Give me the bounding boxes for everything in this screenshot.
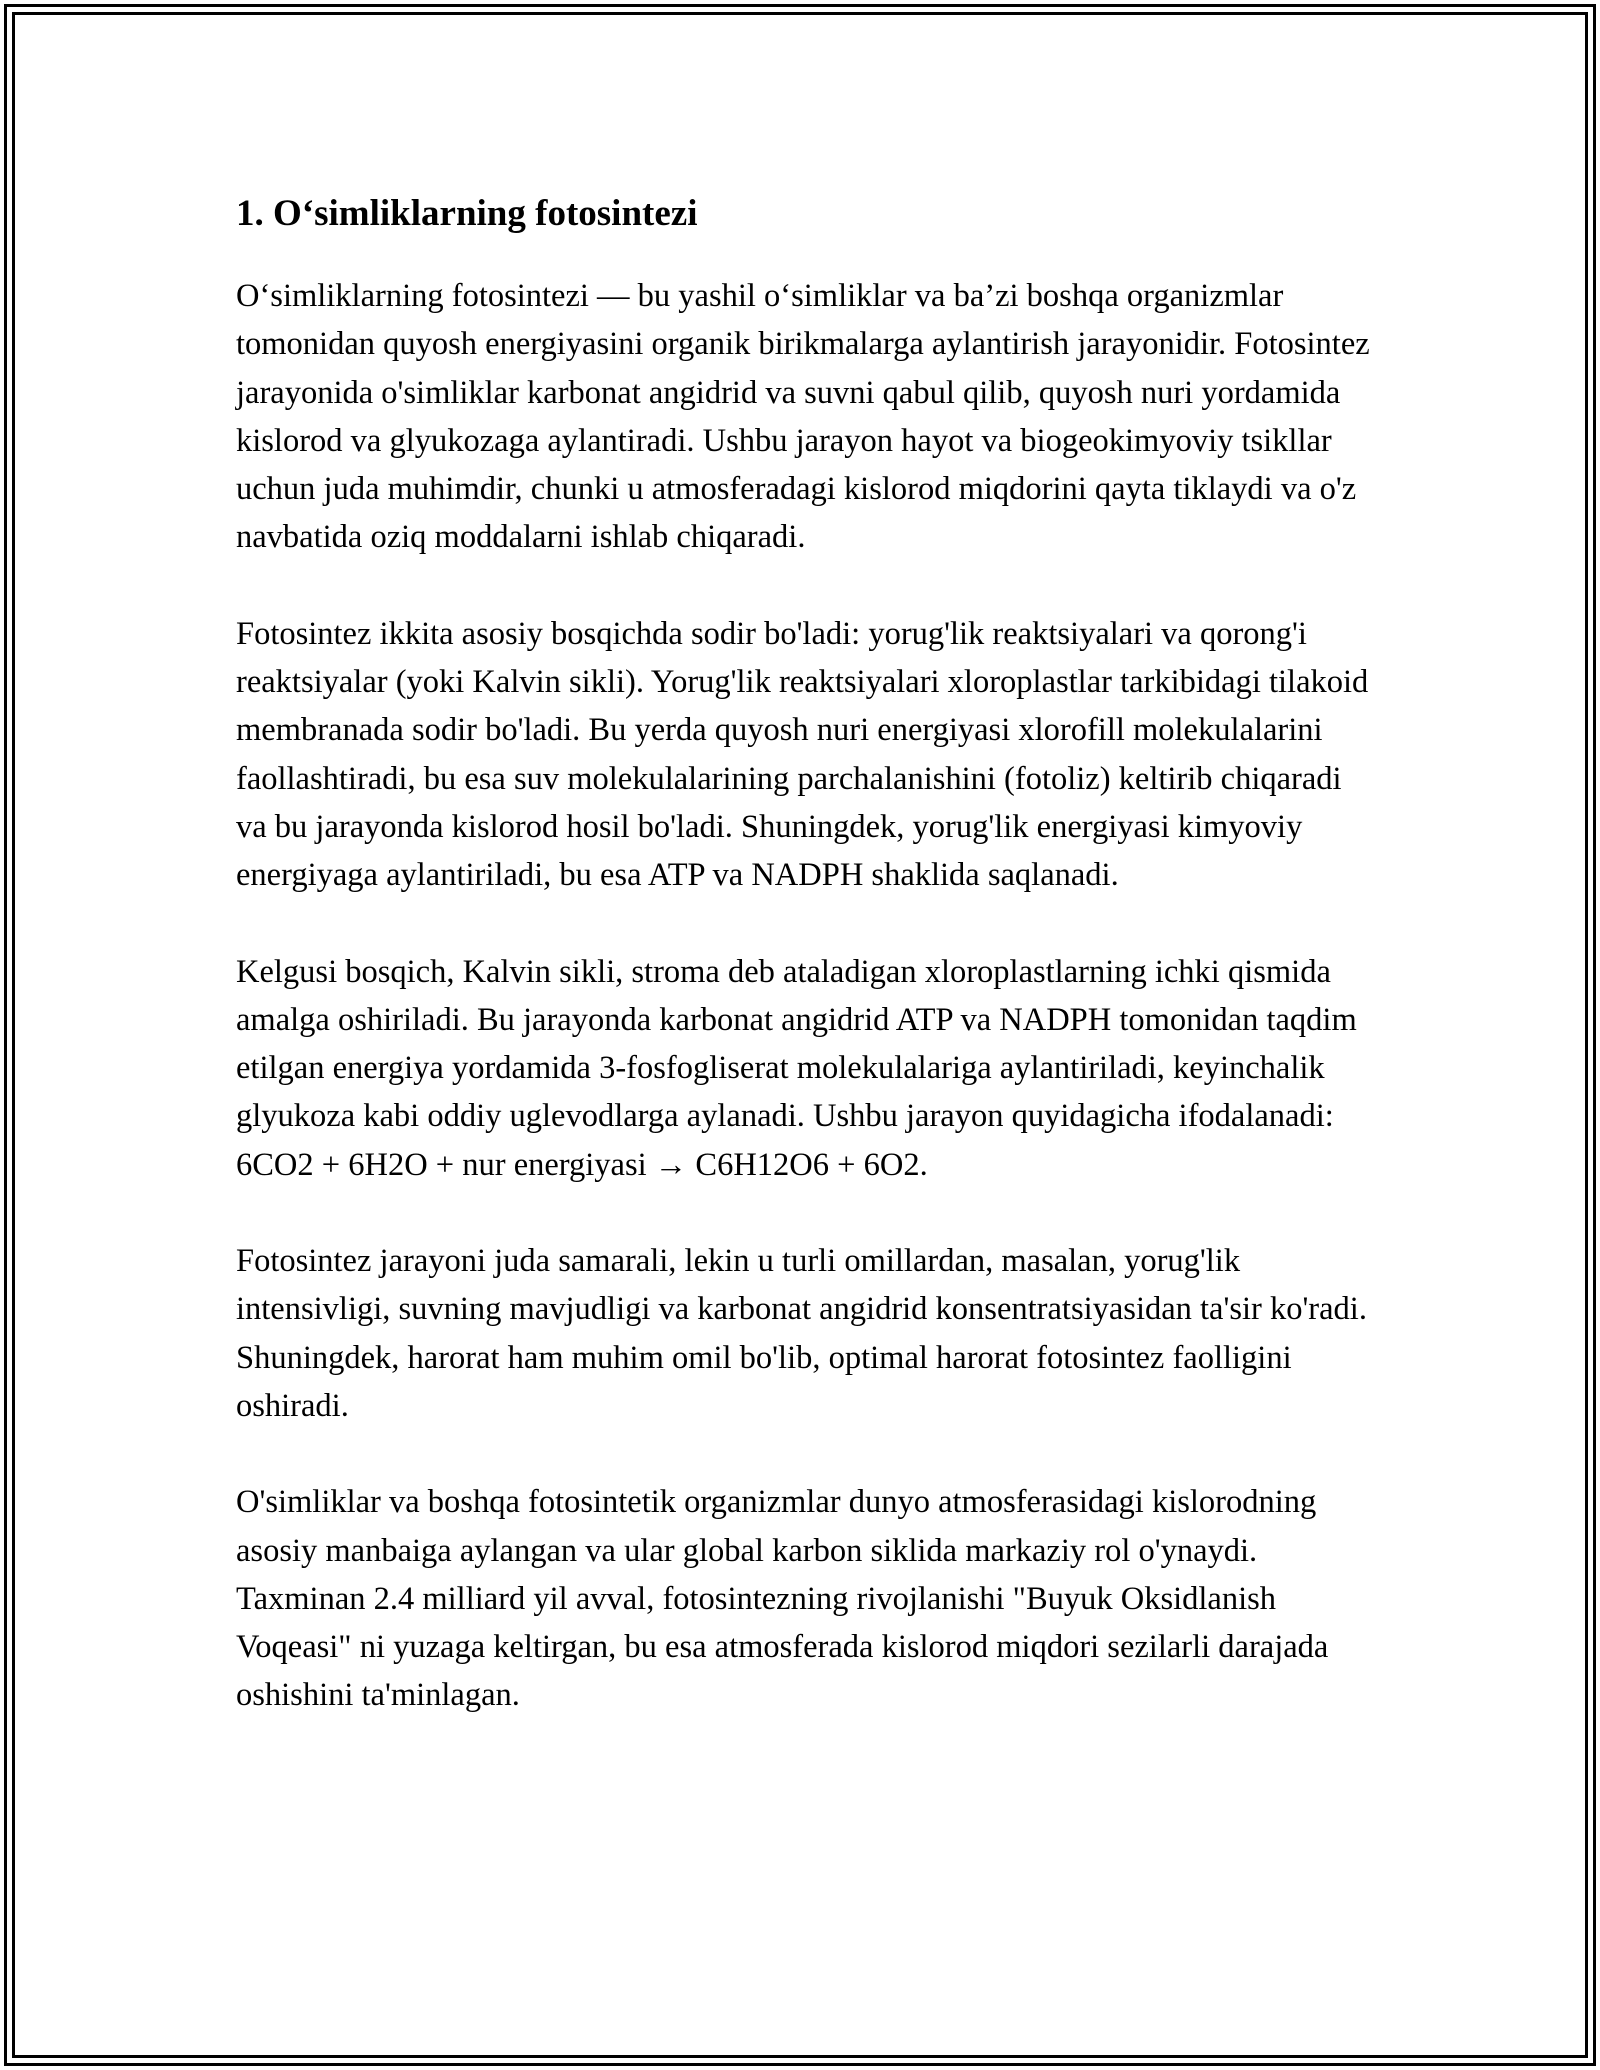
document-body: [236, 186, 1376, 1720]
paragraph-1: O‘simliklarning fotosintezi — bu yashil o‘simliklar va ba’zi boshqa organizmlar tomonidan quyosh energiyasini organik birikmalarga aylantirish jarayonidir. Fotosintez jarayonida o'simliklar karbonat angidrid va suvni qabul qilib, quyosh nuri yordamida kislorod va glyukozaga aylantiradi. Ushbu jarayon hayot va biogeokimyoviy tsikllar uchun juda muhimdir, chunki u atmosferadagi kislorod miqdorini qayta tiklaydi va o'z navbatida oziq moddalarni ishlab chiqaradi.: [236, 278, 1370, 556]
paragraph-3: Kelgusi bosqich, Kalvin sikli, stroma deb ataladigan xloroplastlarning ichki qismida amalga oshiriladi. Bu jarayonda karbonat angidrid ATP va NADPH tomonidan taqdim etilgan energiya yordamida 3-fosfogliserat molekulalariga aylantiriladi, keyinchalik glyukoza kabi oddiy uglevodlarga aylanadi. Ushbu jarayon quyidagicha ifodalanadi: 6CO2 + 6H2O + nur energiyasi → C6H12O6 + 6O2.: [236, 953, 1357, 1183]
paragraph-4: Fotosintez jarayoni juda samarali, lekin u turli omillardan, masalan, yorug'lik intensivligi, suvning mavjudligi va karbonat angidrid konsentratsiyasidan ta'sir ko'radi. Shuningdek, harorat ham muhim omil bo'lib, optimal harorat fotosintez faolligini oshiradi.: [236, 1243, 1367, 1424]
page-title: 1. O‘simliklarning fotosintezi: [236, 193, 698, 234]
paragraph-5: O'simliklar va boshqa fotosintetik organizmlar dunyo atmosferasidagi kislorodning asosiy manbaiga aylangan va ular global karbon siklida markaziy rol o'ynaydi. Taxminan 2.4 milliard yil avval, fotosintezning rivojlanishi "Buyuk Oksidlanish Voqeasi" ni yuzaga keltirgan, bu esa atmosferada kislorod miqdori sezilarli darajada oshishini ta'minlagan.: [236, 1484, 1329, 1714]
paragraph-2: Fotosintez ikkita asosiy bosqichda sodir bo'ladi: yorug'lik reaktsiyalari va qorong'i reaktsiyalar (yoki Kalvin sikli). Yorug'lik reaktsiyalari xloroplastlar tarkibidagi tilakoid membranada sodir bo'ladi. Bu yerda quyosh nuri energiyasi xlorofill molekulalarini faollashtiradi, bu esa suv molekulalarining parchalanishini (fotoliz) keltirib chiqaradi va bu jarayonda kislorod hosil bo'ladi. Shuningdek, yorug'lik energiyasi kimyoviy energiyaga aylantiriladi, bu esa ATP va NADPH shaklida saqlanadi.: [236, 615, 1369, 894]
